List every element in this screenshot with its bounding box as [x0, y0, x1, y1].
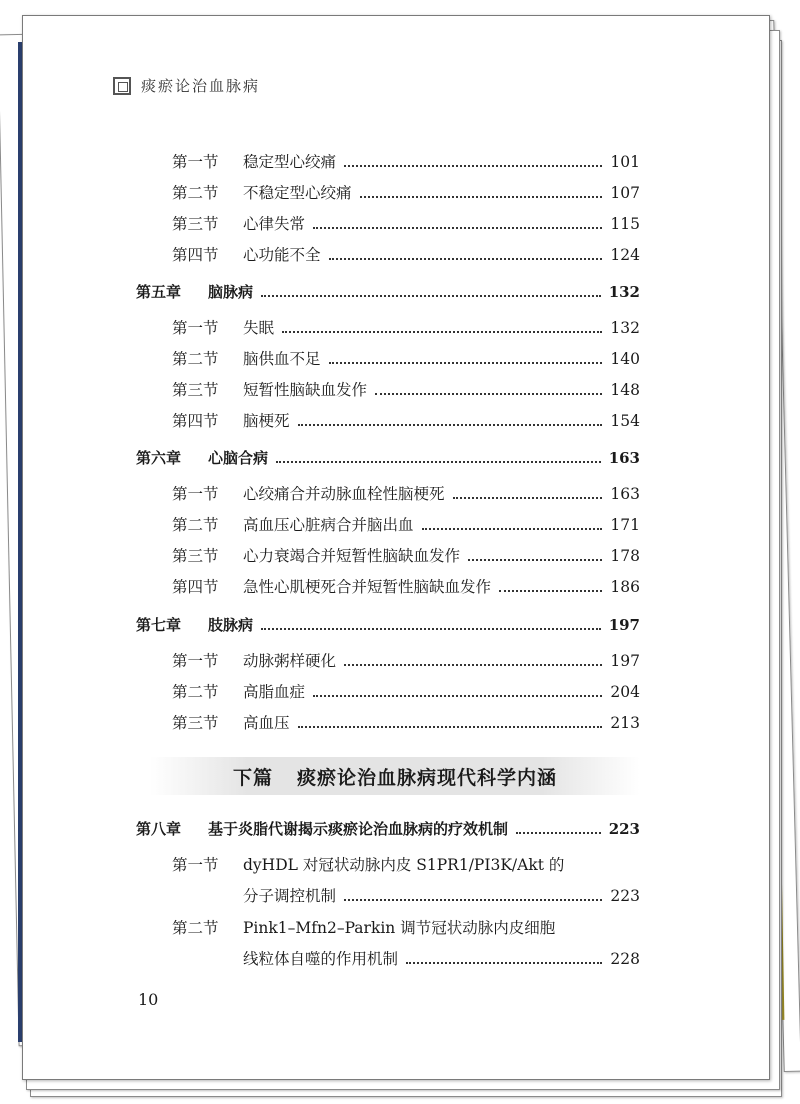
- dot-leader: [516, 832, 601, 834]
- entry-label: 第四节: [172, 246, 219, 264]
- toc-entry[interactable]: [136, 818, 640, 839]
- page-number: 10: [138, 990, 159, 1009]
- dot-leader: [406, 962, 602, 964]
- entry-label: 第三节: [172, 215, 219, 233]
- part-title: 痰瘀论治血脉病现代科学内涵: [297, 766, 558, 789]
- entry-page: 223: [610, 887, 640, 905]
- dot-leader: [261, 295, 601, 297]
- entry-label: 第八章: [136, 820, 182, 838]
- dot-leader: [453, 497, 603, 499]
- toc-entry[interactable]: [172, 243, 640, 265]
- entry-title: 稳定型心绞痛: [243, 153, 337, 171]
- entry-label: 第五章: [136, 283, 182, 301]
- toc-entry[interactable]: [172, 316, 640, 338]
- entry-title: Pink1–Mfn2–Parkin 调节冠状动脉内皮细胞: [243, 919, 556, 937]
- entry-page: 186: [610, 578, 640, 596]
- entry-title: 短暂性脑缺血发作: [243, 381, 368, 399]
- entry-page: 115: [610, 215, 640, 233]
- dot-leader: [276, 461, 601, 463]
- toc-entry[interactable]: [172, 181, 640, 203]
- toc-entry[interactable]: [172, 150, 640, 172]
- entry-title: 脑供血不足: [243, 350, 321, 368]
- entry-label: 第六章: [136, 449, 182, 467]
- toc-entry[interactable]: [172, 711, 640, 733]
- entry-label: 第二节: [172, 350, 219, 368]
- dot-leader: [422, 528, 603, 530]
- entry-title: 高血压心脏病合并脑出血: [243, 516, 414, 534]
- dot-leader: [313, 695, 602, 697]
- entry-page: 101: [610, 153, 640, 171]
- toc-entry[interactable]: [172, 575, 640, 597]
- entry-label: 第一节: [172, 485, 219, 503]
- entry-page: 148: [610, 381, 640, 399]
- entry-page: 132: [608, 283, 640, 301]
- toc-entry[interactable]: [172, 916, 640, 938]
- entry-page: 213: [610, 714, 640, 732]
- entry-title: 动脉粥样硬化: [243, 652, 337, 670]
- dot-leader: [344, 165, 602, 167]
- entry-page: 154: [610, 412, 640, 430]
- entry-title: 脑脉病: [208, 283, 254, 301]
- entry-title: 急性心肌梗死合并短暂性脑缺血发作: [243, 578, 492, 596]
- entry-page: 140: [610, 350, 640, 368]
- dot-leader: [329, 258, 603, 260]
- entry-title: 线粒体自噬的作用机制: [243, 950, 399, 968]
- entry-label: 第四节: [172, 578, 219, 596]
- dot-leader: [344, 899, 602, 901]
- dot-leader: [298, 726, 603, 728]
- toc-entry[interactable]: [172, 513, 640, 535]
- toc-entry[interactable]: [243, 947, 640, 969]
- entry-title: 心绞痛合并动脉血栓性脑梗死: [243, 485, 445, 503]
- entry-page: 132: [610, 319, 640, 337]
- part-label: 下篇: [232, 766, 273, 789]
- dot-leader: [313, 227, 602, 229]
- dot-leader: [329, 362, 603, 364]
- dot-leader: [282, 331, 602, 333]
- dot-leader: [468, 559, 602, 561]
- part-banner: [150, 757, 640, 795]
- entry-title: 失眠: [243, 319, 275, 337]
- toc-entry[interactable]: [172, 409, 640, 431]
- toc-entry[interactable]: [172, 853, 640, 875]
- entry-page: 107: [610, 184, 640, 202]
- entry-title: 心功能不全: [243, 246, 321, 264]
- entry-page: 197: [608, 616, 640, 634]
- toc-entry[interactable]: [243, 884, 640, 906]
- entry-page: 163: [608, 449, 640, 467]
- entry-title: 心脑合病: [208, 449, 269, 467]
- toc-entry[interactable]: [136, 281, 640, 302]
- toc-entry[interactable]: [136, 447, 640, 468]
- entry-title: dyHDL 对冠状动脉内皮 S1PR1/PI3K/Akt 的: [243, 856, 565, 874]
- dot-leader: [344, 664, 602, 666]
- entry-page: 124: [610, 246, 640, 264]
- entry-page: 163: [610, 485, 640, 503]
- toc-entry[interactable]: [172, 378, 640, 400]
- entry-page: 223: [608, 820, 640, 838]
- entry-label: 第三节: [172, 547, 219, 565]
- entry-title: 基于炎脂代谢揭示痰瘀论治血脉病的疗效机制: [208, 820, 509, 838]
- entry-title: 分子调控机制: [243, 887, 337, 905]
- toc-entry[interactable]: [172, 649, 640, 671]
- entry-label: 第二节: [172, 683, 219, 701]
- entry-title: 肢脉病: [208, 616, 254, 634]
- dot-leader: [360, 196, 603, 198]
- entry-label: 第二节: [172, 919, 219, 937]
- entry-title: 高血压: [243, 714, 290, 732]
- dot-leader: [261, 628, 601, 630]
- entry-label: 第一节: [172, 319, 219, 337]
- entry-page: 204: [610, 683, 640, 701]
- running-header: [113, 75, 260, 96]
- dot-leader: [375, 393, 602, 395]
- toc-entry[interactable]: [136, 614, 640, 635]
- book-logo-icon: [113, 77, 131, 95]
- dot-leader: [298, 424, 603, 426]
- toc-entry[interactable]: [172, 482, 640, 504]
- entry-label: 第三节: [172, 381, 219, 399]
- entry-title: 高脂血症: [243, 683, 306, 701]
- toc-entry[interactable]: [172, 347, 640, 369]
- entry-page: 171: [610, 516, 640, 534]
- entry-title: 不稳定型心绞痛: [243, 184, 352, 202]
- toc-entry[interactable]: [172, 544, 640, 566]
- book-title: 痰瘀论治血脉病: [141, 77, 261, 95]
- dot-leader: [499, 590, 602, 592]
- entry-label: 第七章: [136, 616, 182, 634]
- entry-title: 心力衰竭合并短暂性脑缺血发作: [243, 547, 461, 565]
- toc-entry[interactable]: [172, 212, 640, 234]
- entry-label: 第四节: [172, 412, 219, 430]
- entry-page: 197: [610, 652, 640, 670]
- entry-label: 第二节: [172, 516, 219, 534]
- toc-entry[interactable]: [172, 680, 640, 702]
- entry-title: 脑梗死: [243, 412, 290, 430]
- entry-page: 228: [610, 950, 640, 968]
- entry-page: 178: [610, 547, 640, 565]
- entry-title: 心律失常: [243, 215, 306, 233]
- entry-label: 第一节: [172, 153, 219, 171]
- entry-label: 第二节: [172, 184, 219, 202]
- entry-label: 第一节: [172, 856, 219, 874]
- entry-label: 第三节: [172, 714, 219, 732]
- entry-label: 第一节: [172, 652, 219, 670]
